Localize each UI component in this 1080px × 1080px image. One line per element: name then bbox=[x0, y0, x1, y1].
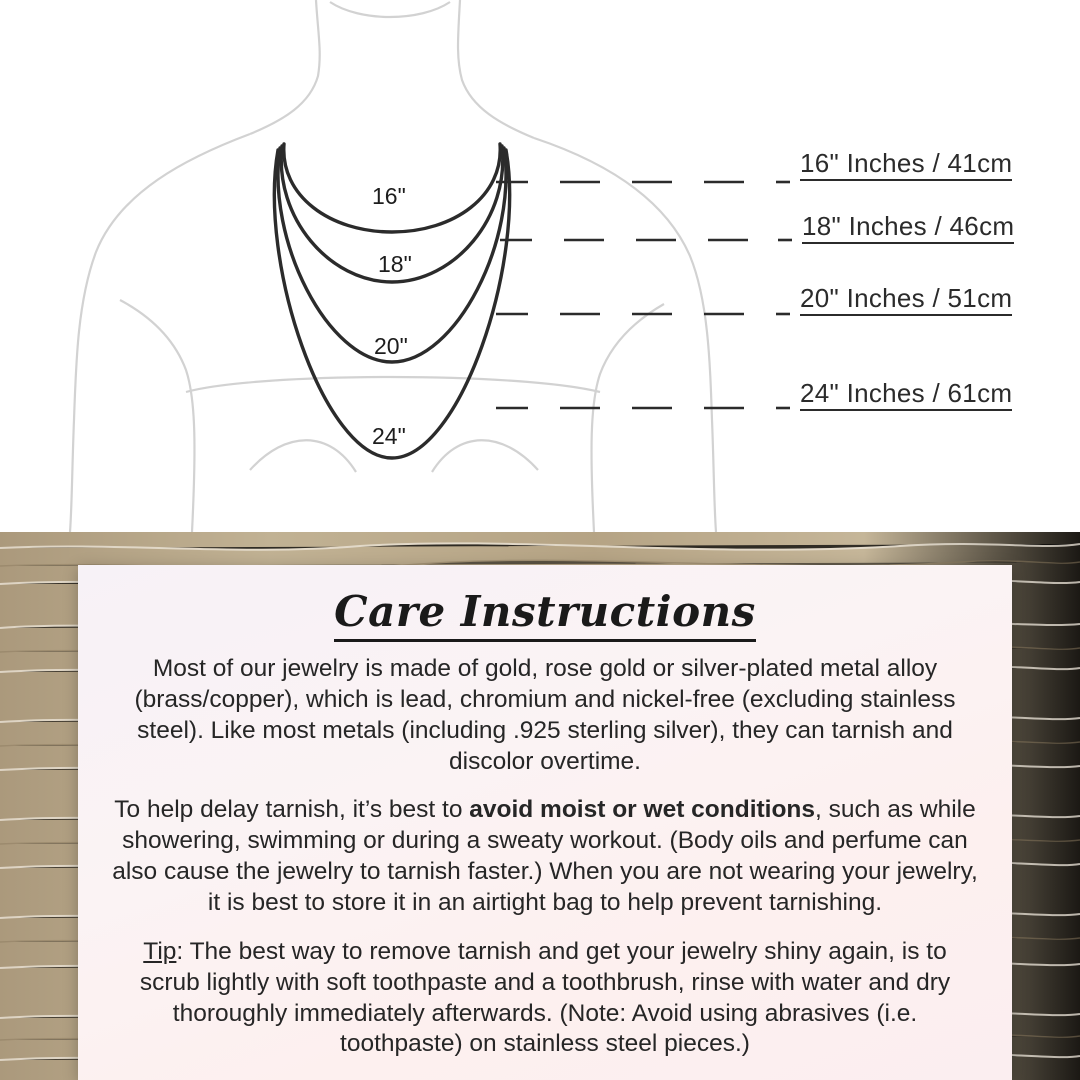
legend-label-18: 18" Inches / 46cm bbox=[802, 211, 1014, 244]
care-paragraph-tarnish-emphasis: avoid moist or wet conditions bbox=[469, 796, 816, 824]
care-paragraph-tarnish-part2: , such as while showering, swimming or during a sweaty workout. (Body oils and perfume can also cause the jewelry to tarnish faster.) When you are not wearing your jewelry, it is best to store it in an airtight bag to help prevent tarnishing. bbox=[112, 796, 978, 917]
care-instructions-title bbox=[78, 587, 1012, 636]
care-paragraph-tarnish bbox=[112, 795, 978, 918]
leader-lines bbox=[496, 182, 792, 408]
care-paragraph-tarnish-part1: To help delay tarnish, it’s best to bbox=[114, 796, 470, 824]
legend-label-16: 16" Inches / 41cm bbox=[800, 148, 1012, 181]
legend-item-16 bbox=[800, 148, 1012, 179]
on-body-label-20: 20" bbox=[374, 333, 408, 359]
legend-item-24 bbox=[800, 378, 1012, 409]
on-body-label-18: 18" bbox=[378, 251, 412, 277]
legend-item-18 bbox=[802, 211, 1014, 242]
on-body-label-24: 24" bbox=[372, 423, 406, 449]
care-tip-label: Tip bbox=[143, 937, 177, 965]
care-paragraph-materials: Most of our jewelry is made of gold, rose gold or silver-plated metal alloy (brass/copper), which is lead, chromium and nickel-free (excluding stainless steel). Like most metals (including .925 sterling silver), they can tarnish and discolor overtime. bbox=[134, 655, 956, 775]
on-body-label-16: 16" bbox=[372, 183, 406, 209]
legend-label-20: 20" Inches / 51cm bbox=[800, 283, 1012, 316]
care-tip-text: : The best way to remove tarnish and get your jewelry shiny again, is to scrub lightly with soft toothpaste and a toothbrush, rinse with water and dry thoroughly immediately afterwards. (Note: Avoid using abrasives (i.e. toothpaste) on stainless steel pieces.) bbox=[139, 937, 951, 1058]
care-instructions-title-text: Care Instructions bbox=[334, 587, 756, 642]
legend-item-20 bbox=[800, 283, 1012, 314]
care-paragraph-tip bbox=[112, 937, 978, 1060]
legend-label-24: 24" Inches / 61cm bbox=[800, 378, 1012, 411]
care-instructions-panel bbox=[0, 532, 1080, 1080]
care-instructions-card bbox=[78, 565, 1012, 1080]
length-chart-svg bbox=[0, 0, 1080, 532]
necklace-length-chart bbox=[0, 0, 1080, 532]
